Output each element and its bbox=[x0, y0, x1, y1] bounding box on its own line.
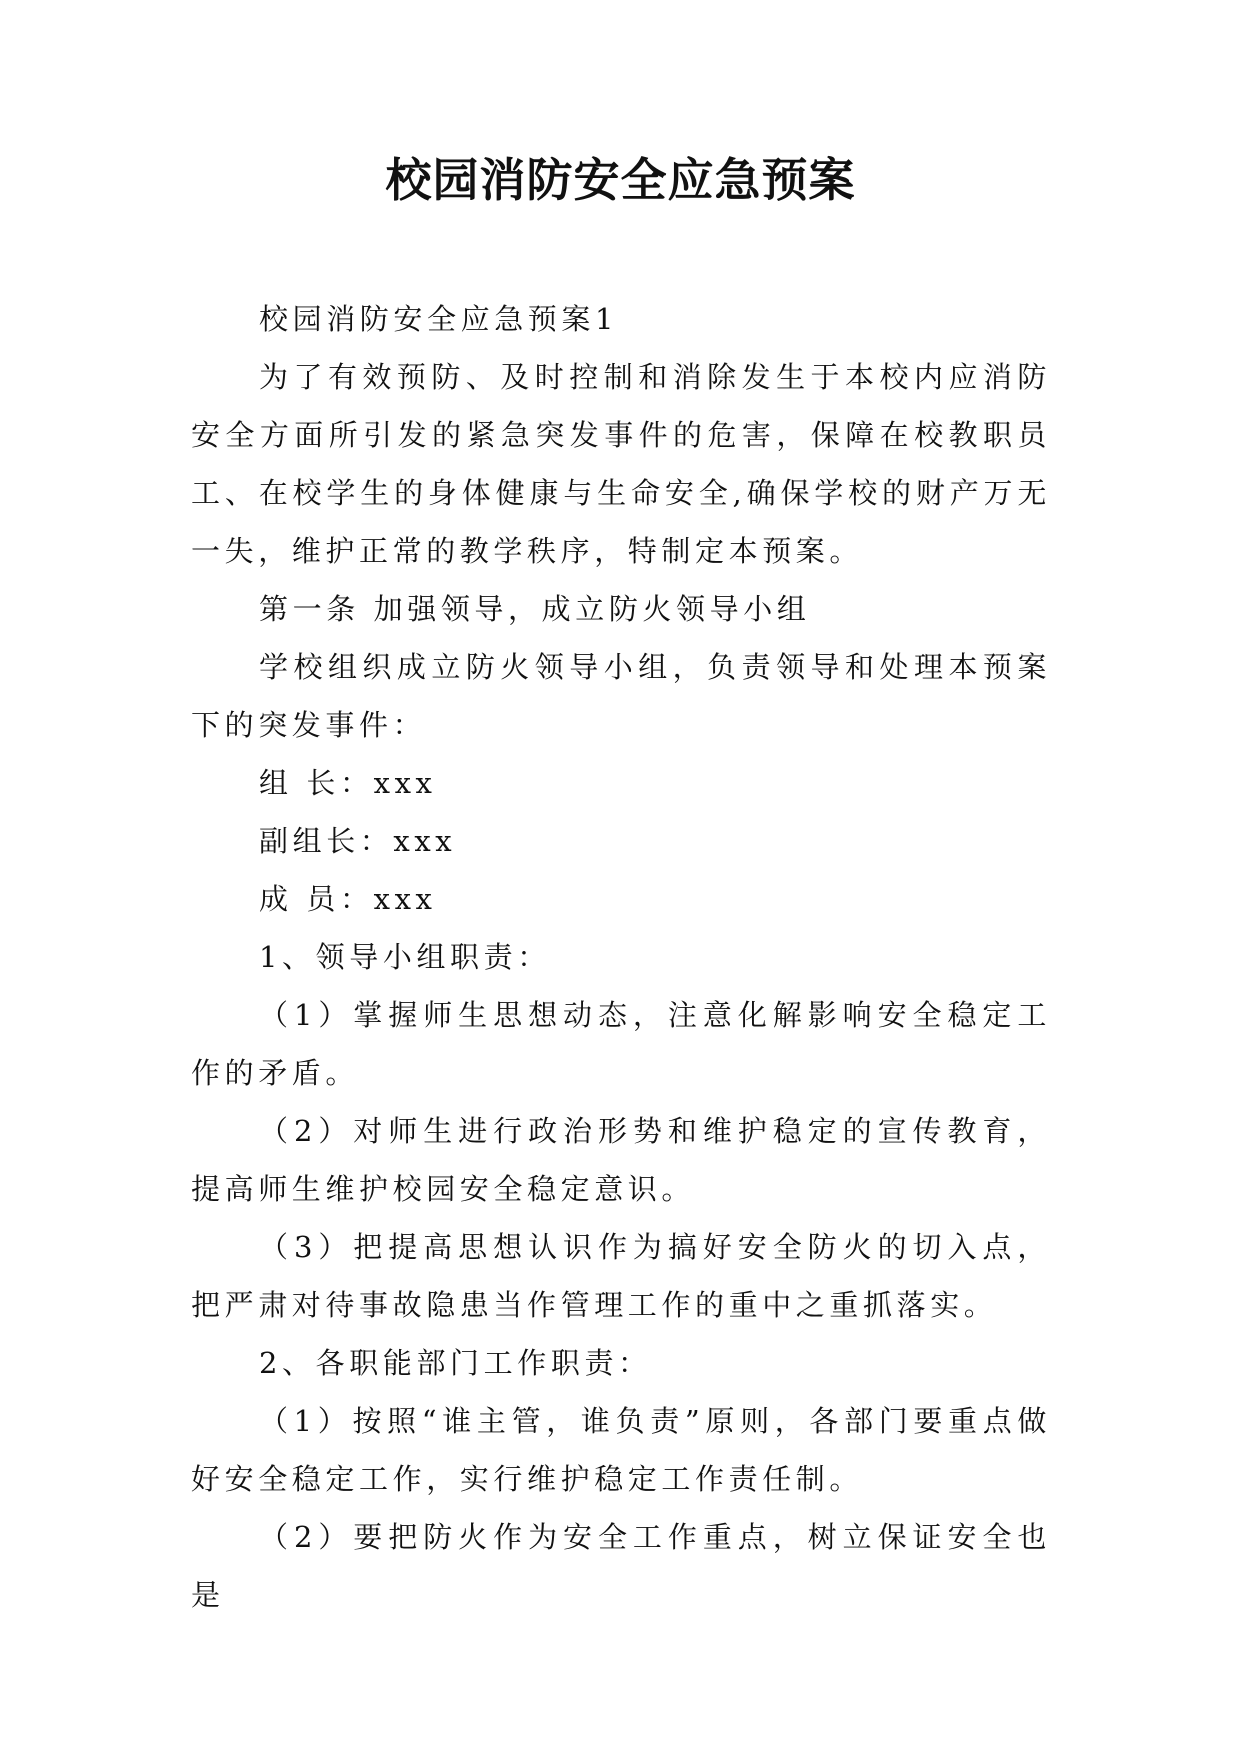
paragraph-deputy-leader: 副组长：xxx bbox=[259, 824, 457, 858]
paragraph-section-heading: 校园消防安全应急预案1 bbox=[259, 302, 619, 336]
paragraph-duties-heading: 1、领导小组职责： bbox=[259, 940, 551, 974]
paragraph-article-one: 第一条 加强领导，成立防火领导小组 bbox=[259, 592, 811, 626]
paragraph-purpose: 为了有效预防、及时控制和消除发生于本校内应消防安全方面所引发的紧急突发事件的危害，保障在校教职员工、在校学生的身体健康与生命安全,确保学校的财产万无一失，维护正常的教学秩序，特制定本预案。 bbox=[191, 360, 1051, 568]
paragraph-leadership-group: 学校组织成立防火领导小组，负责领导和处理本预案下的突发事件： bbox=[191, 650, 1051, 742]
paragraph-dept-duty-1: （1）按照“谁主管，谁负责”原则，各部门要重点做好安全稳定工作，实行维护稳定工作责任制。 bbox=[191, 1404, 1051, 1496]
document-title: 校园消防安全应急预案 bbox=[385, 153, 856, 207]
paragraph-duty-2: （2）对师生进行政治形势和维护稳定的宣传教育，提高师生维护校园安全稳定意识。 bbox=[191, 1114, 1051, 1206]
paragraph-group-leader: 组 长：xxx bbox=[259, 766, 437, 800]
paragraph-dept-duty-2: （2）要把防火作为安全工作重点，树立保证安全也是 bbox=[191, 1520, 1051, 1612]
paragraph-dept-duties-heading: 2、各职能部门工作职责： bbox=[259, 1346, 652, 1380]
paragraph-duty-1: （1）掌握师生思想动态，注意化解影响安全稳定工作的矛盾。 bbox=[191, 998, 1051, 1090]
paragraph-members: 成 员：xxx bbox=[259, 882, 437, 916]
document-body bbox=[191, 290, 1051, 1624]
paragraph-duty-3: （3）把提高思想认识作为搞好安全防火的切入点，把严肃对待事故隐患当作管理工作的重中之重抓落实。 bbox=[191, 1230, 1051, 1322]
